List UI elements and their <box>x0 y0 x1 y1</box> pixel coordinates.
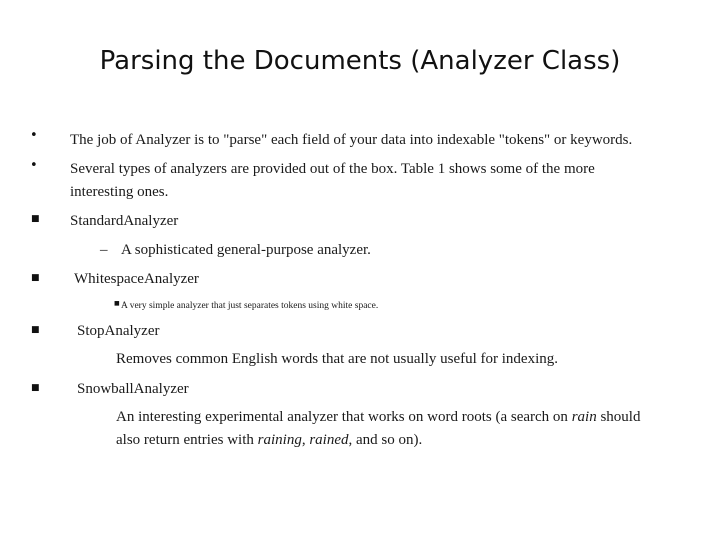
standard-analyzer-name: StandardAnalyzer <box>70 213 179 229</box>
bullet-analyzer-types-line2: interesting ones. <box>70 184 169 200</box>
snowball-desc-text: , <box>301 432 310 448</box>
snowball-desc-emphasis: rained <box>309 432 349 448</box>
bullet-dot: • <box>30 158 38 173</box>
square-bullet-icon: ■ <box>31 383 40 393</box>
snowball-desc-text: An interesting experimental analyzer that works on word roots (a search on <box>116 409 572 425</box>
bullet-dot: • <box>30 128 38 143</box>
square-bullet-icon: ■ <box>31 214 40 224</box>
stop-analyzer-name: StopAnalyzer <box>77 323 160 339</box>
standard-analyzer-desc: A sophisticated general-purpose analyzer. <box>121 242 371 258</box>
square-bullet-icon: ■ <box>31 325 40 335</box>
whitespace-analyzer-desc: A very simple analyzer that just separates tokens using white space. <box>121 301 379 311</box>
bullet-analyzer-types-line1: Several types of analyzers are provided out of the box. Table 1 shows some of the more <box>70 161 595 177</box>
square-bullet-icon: ■ <box>114 300 120 307</box>
bullet-analyzer-job: The job of Analyzer is to "parse" each field of your data into indexable "tokens" or keywords. <box>70 132 633 148</box>
whitespace-analyzer-name: WhitespaceAnalyzer <box>74 271 199 287</box>
square-bullet-icon: ■ <box>31 273 40 283</box>
stop-analyzer-desc: Removes common English words that are not usually useful for indexing. <box>116 351 559 367</box>
standard-analyzer-dash: – <box>100 242 108 258</box>
snowball-desc-text: also return entries with <box>116 432 258 448</box>
snowball-analyzer-desc-line2 <box>116 430 422 450</box>
snowball-desc-emphasis: rain <box>571 409 597 425</box>
snowball-desc-text: , and so on). <box>348 432 423 448</box>
snowball-desc-emphasis: raining <box>257 432 302 448</box>
slide-title: Parsing the Documents (Analyzer Class) <box>99 46 621 76</box>
snowball-analyzer-name: SnowballAnalyzer <box>77 381 189 397</box>
snowball-desc-text: should <box>596 409 641 425</box>
snowball-analyzer-desc-line1 <box>116 407 640 427</box>
